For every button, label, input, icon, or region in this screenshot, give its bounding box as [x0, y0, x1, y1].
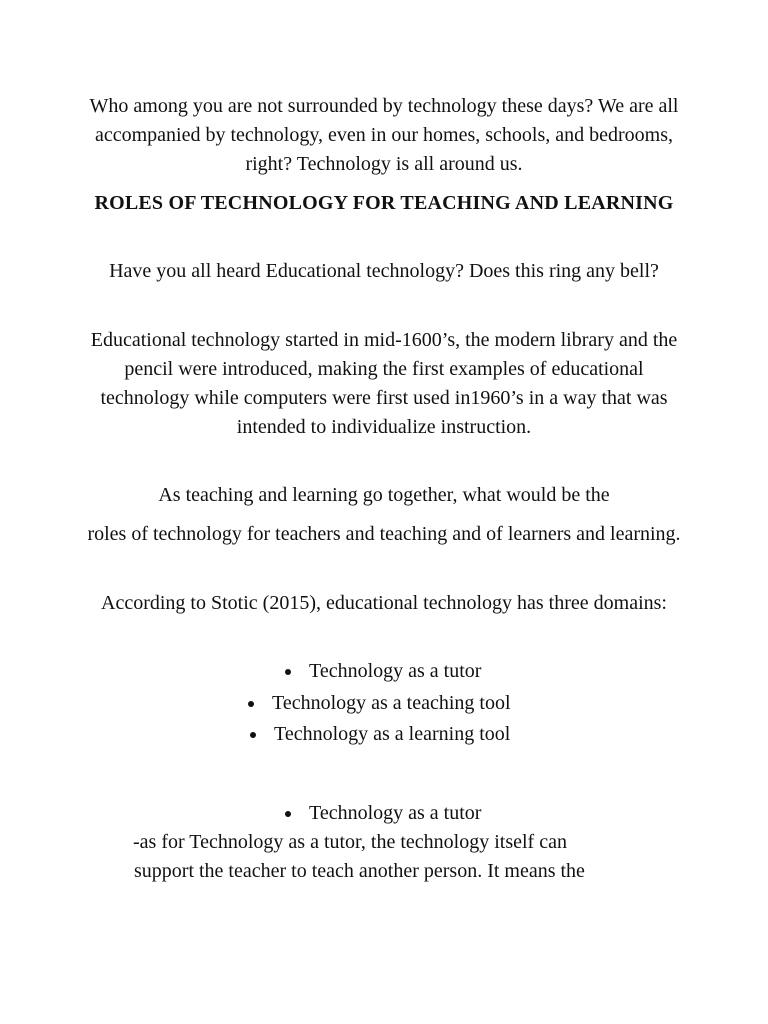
section-bullet-list: [0, 798, 768, 830]
body-text-line: support the teacher to teach another person. It means the: [134, 860, 585, 882]
list-item-label: Technology as a tutor: [309, 660, 482, 682]
list-item: [309, 798, 768, 830]
history-paragraph: Educational technology started in mid-1600’s, the modern library and the pencil were introduced, making the first examples of educational technology while computers were first used in1960’s in a way that was intended to individualize instruction.: [90, 329, 678, 438]
list-item-label: Technology as a teaching tool: [272, 691, 511, 714]
question-paragraph: Have you all heard Educational technology? Does this ring any bell?: [109, 260, 659, 282]
intro-paragraph: Who among you are not surrounded by technology these days? We are all accompanied by technology, even in our homes, schools, and bedrooms, right? Technology is all around us.: [89, 95, 679, 175]
list-item-label: Technology as a tutor: [309, 802, 482, 824]
section-heading: ROLES OF TECHNOLOGY FOR TEACHING AND LEARNING: [94, 192, 674, 214]
domains-list: [0, 656, 768, 751]
list-item: [274, 719, 768, 751]
list-item: [309, 656, 768, 688]
roles-paragraph: roles of technology for teachers and teaching and of learners and learning.: [87, 523, 681, 545]
body-text-line: -as for Technology as a tutor, the technology itself can: [133, 831, 567, 853]
teaching-learning-line: As teaching and learning go together, what would be the: [158, 484, 610, 506]
list-item: [272, 688, 768, 720]
list-item-label: Technology as a learning tool: [274, 723, 511, 745]
domains-intro-paragraph: According to Stotic (2015), educational technology has three domains:: [101, 592, 667, 614]
